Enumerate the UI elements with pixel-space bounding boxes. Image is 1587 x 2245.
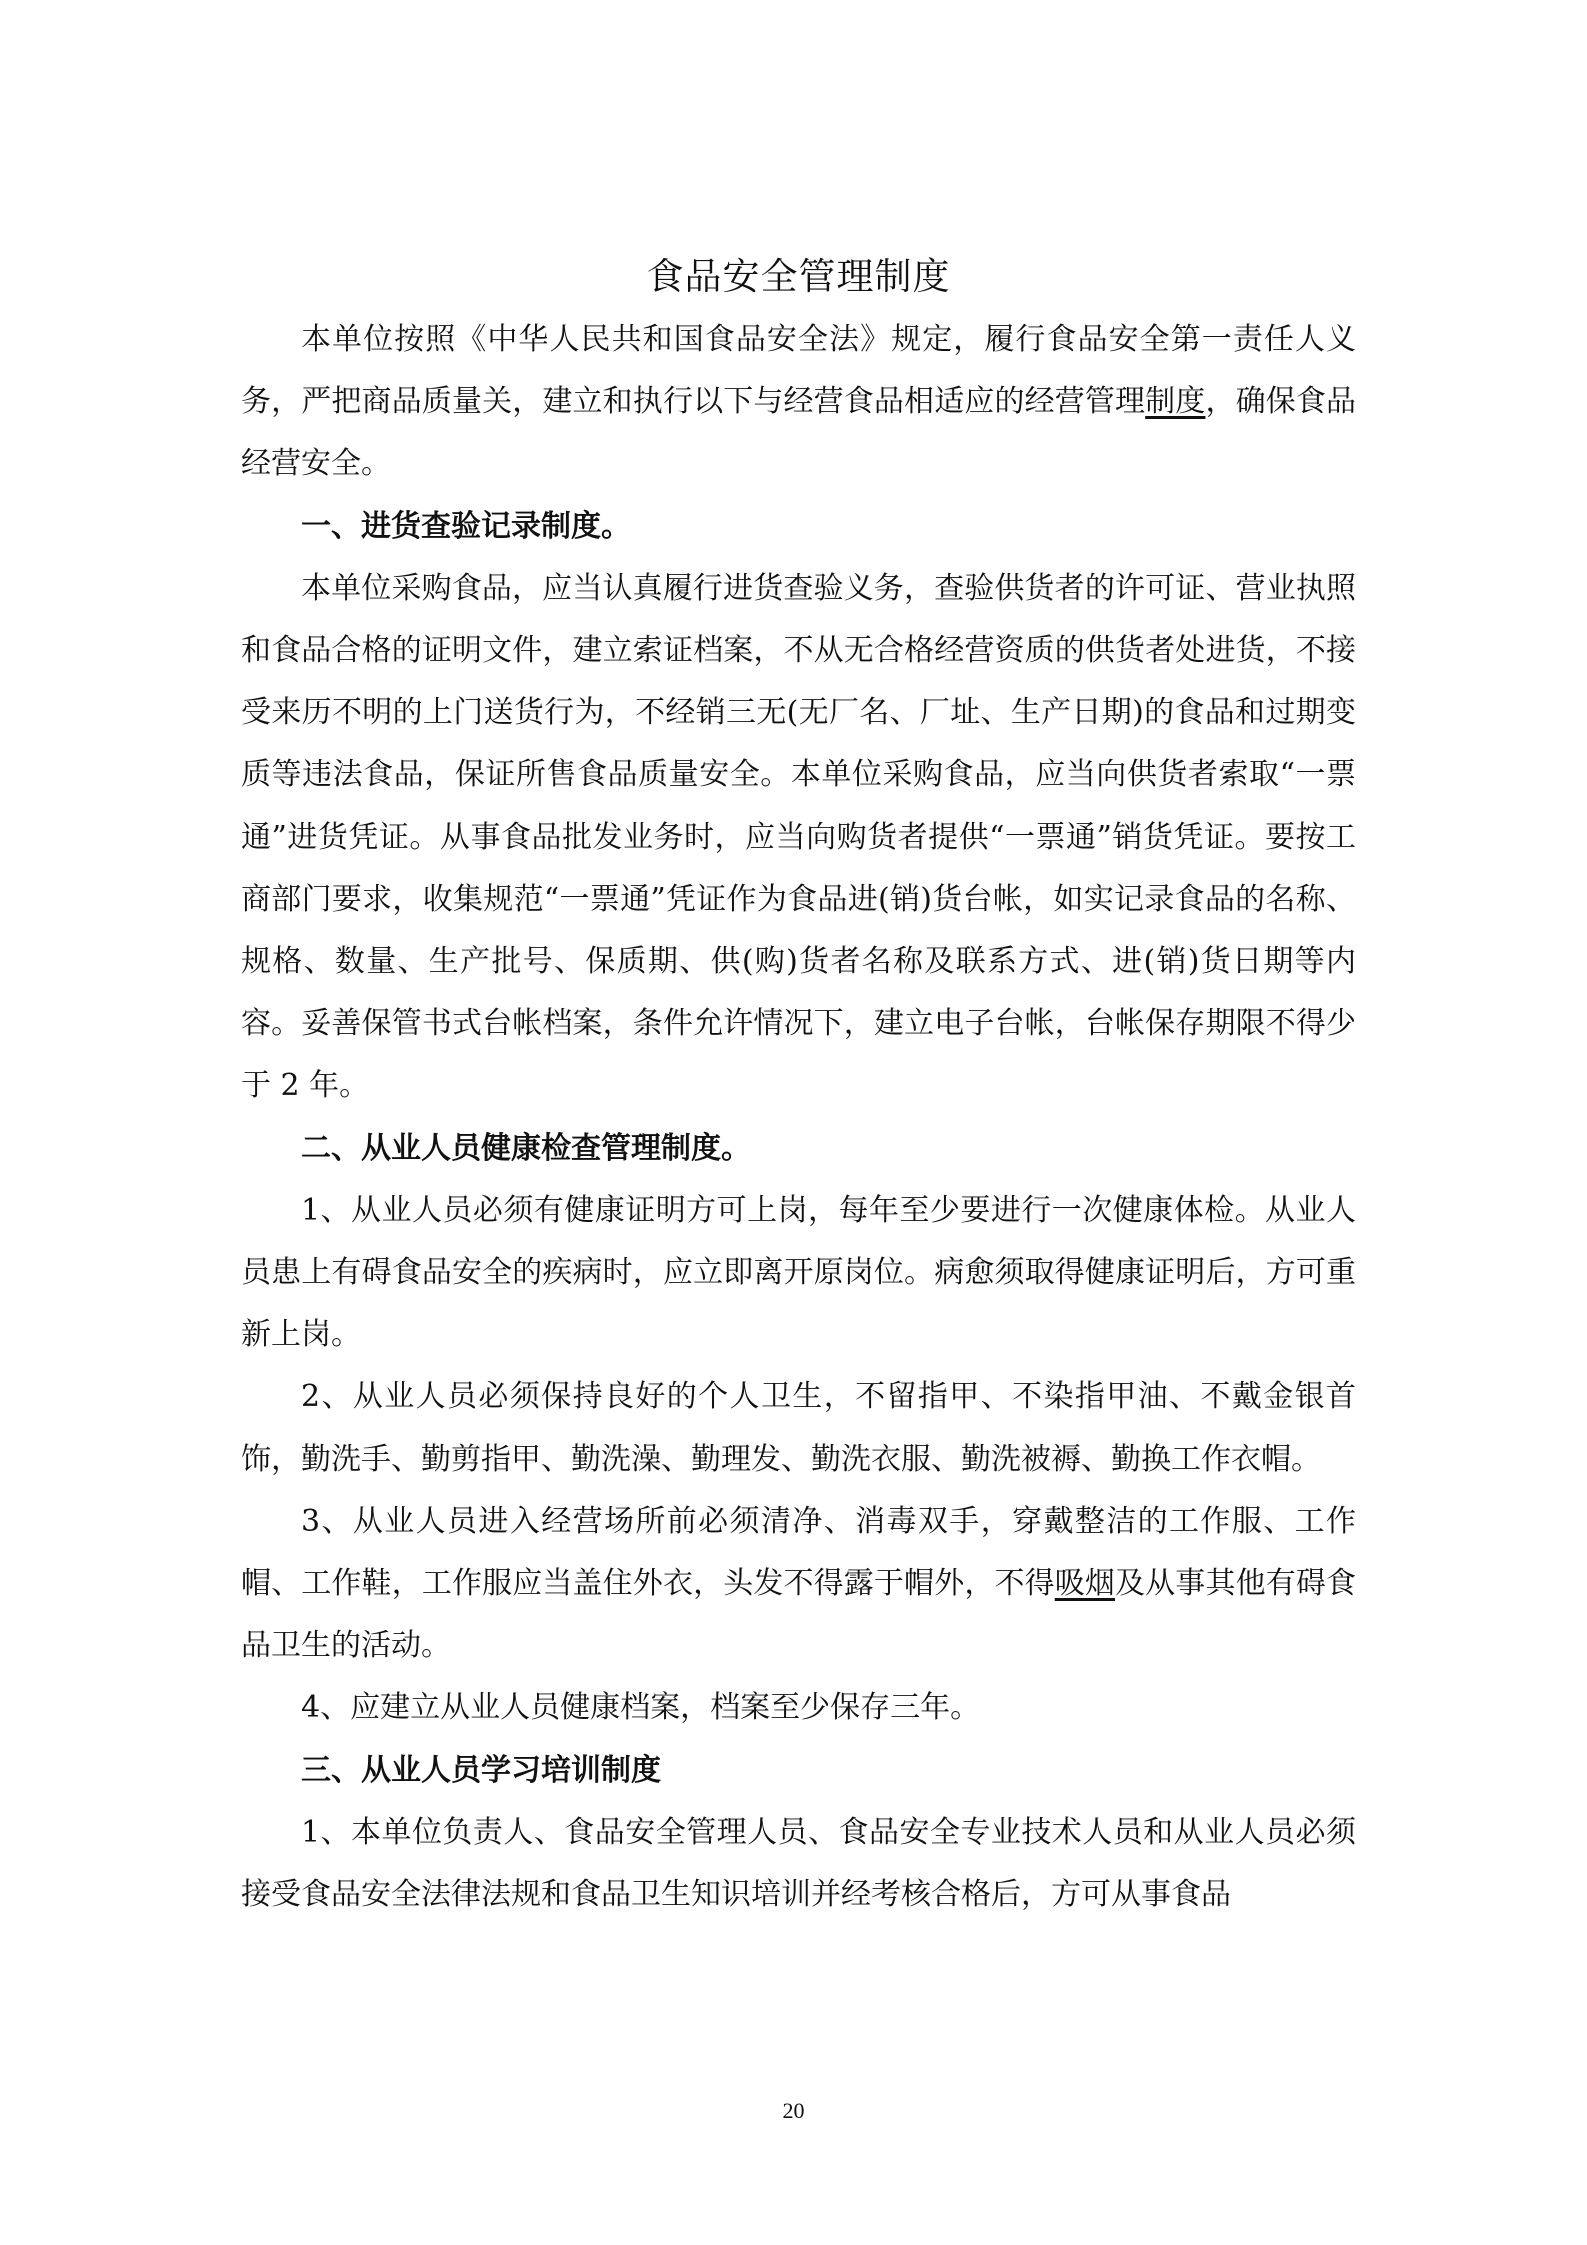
document-body <box>241 245 1356 1926</box>
section2-item3-before: 3、从业人员进入经营场所前必须清净、消毒双手，穿戴整洁的工作服、工作帽、工作鞋，工作服应当盖住外衣，头发不得露于帽外，不得 <box>241 1503 1356 1602</box>
section3-item1: 1、本单位负责人、食品安全管理人员、食品安全专业技术人员和从业人员必须接受食品安全法律法规和食品卫生知识培训并经考核合格后，方可从事食品 <box>241 1814 1356 1913</box>
section2-item3-underlined-term: 吸烟 <box>1054 1566 1116 1602</box>
section3-heading: 三、从业人员学习培训制度 <box>301 1752 661 1788</box>
section1-paragraph: 本单位采购食品，应当认真履行进货查验义务，查验供货者的许可证、营业执照和食品合格的证明文件，建立索证档案，不从无合格经营资质的供货者处进货，不接受来历不明的上门送货行为，不经销三无(无厂名、厂址、生产日期)的食品和过期变质等违法食品，保证所售食品质量安全。本单位采购食品，应当向供货者索取“一票通”进货凭证。从事食品批发业务时，应当向购货者提供“一票通”销货凭证。要按工商部门要求，收集规范“一票通”凭证作为食品进(销)货台帐，如实记录食品的名称、规格、数量、生产批号、保质期、供(购)货者名称及联系方式、进(销)货日期等内容。妥善保管书式台帐档案，条件允许情况下，建立电子台帐，台帐保存期限不得少于 2 年。 <box>241 570 1356 1104</box>
section2-item2: 2、从业人员必须保持良好的个人卫生，不留指甲、不染指甲油、不戴金银首饰，勤洗手、勤剪指甲、勤洗澡、勤理发、勤洗衣服、勤洗被褥、勤换工作衣帽。 <box>241 1379 1356 1477</box>
intro-text-after: ，确保食品经营安全。 <box>241 384 1357 482</box>
document-title: 食品安全管理制度 <box>646 255 951 298</box>
section2-item3 <box>241 1491 1356 1678</box>
section2-heading: 二、从业人员健康检查管理制度。 <box>301 1130 751 1166</box>
section2-item4: 4、应建立从业人员健康档案，档案至少保存三年。 <box>301 1690 981 1726</box>
page-number: 20 <box>782 2098 805 2123</box>
intro-underlined-term: 制度 <box>1145 384 1206 420</box>
section1-heading: 一、进货查验记录制度。 <box>301 508 631 544</box>
intro-paragraph <box>241 309 1356 496</box>
section2-item1: 1、从业人员必须有健康证明方可上岗，每年至少要进行一次健康体检。从业人员患上有碍食品安全的疾病时，应立即离开原岗位。病愈须取得健康证明后，方可重新上岗。 <box>241 1192 1356 1353</box>
intro-text-before: 本单位按照《中华人民共和国食品安全法》规定，履行食品安全第一责任人义务，严把商品质量关，建立和执行以下与经营食品相适应的经营管理 <box>241 322 1356 420</box>
section2-item3-after: 及从事其他有碍食品卫生的活动。 <box>241 1566 1357 1664</box>
